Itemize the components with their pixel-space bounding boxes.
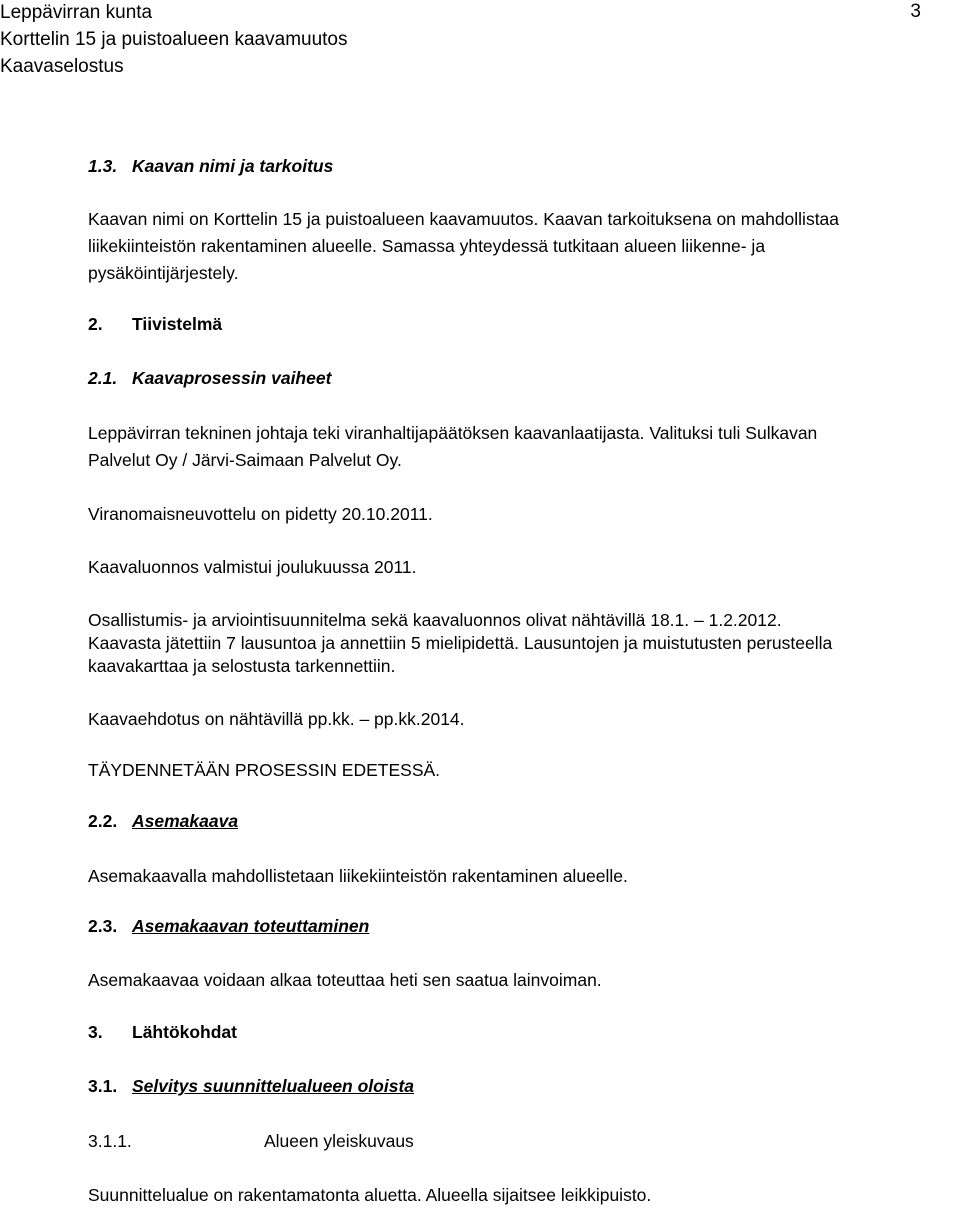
paragraph-line: Suunnittelualue on rakentamatonta aluetta. Alueella sijaitsee leikkipuisto. <box>88 1185 652 1205</box>
paragraph-line: Kaavasta jätettiin 7 lausuntoa ja annettiin 5 mielipidettä. Lausuntojen ja muistutusten perusteella <box>88 633 833 653</box>
page-number: 3 <box>910 1 921 22</box>
header-project: Korttelin 15 ja puistoalueen kaavamuutos <box>0 29 348 50</box>
paragraph-line: Kaavaluonnos valmistui joulukuussa 2011. <box>88 557 417 577</box>
section-number: 2. <box>88 314 103 334</box>
section-title: Selvitys suunnittelualueen oloista <box>132 1076 415 1096</box>
section-title: Alueen yleiskuvaus <box>264 1131 414 1151</box>
paragraph-line: pysäköintijärjestely. <box>88 263 239 283</box>
section-2-2-heading <box>88 810 238 832</box>
section-number: 3. <box>88 1022 103 1042</box>
paragraph-line: Leppävirran tekninen johtaja teki viranhaltijapäätöksen kaavanlaatijasta. Valituksi tuli Sulkavan <box>88 423 818 443</box>
header-doc-type: Kaavaselostus <box>0 56 124 77</box>
section-number: 2.1. <box>88 368 118 388</box>
section-number: 3.1.1. <box>88 1131 132 1151</box>
section-3-1-1-heading <box>88 1130 414 1152</box>
section-2-heading <box>88 313 222 335</box>
section-3-heading <box>88 1021 237 1043</box>
paragraph-line: Osallistumis- ja arviointisuunnitelma sekä kaavaluonnos olivat nähtävillä 18.1. – 1.2.2012. <box>88 610 782 630</box>
paragraph-line: TÄYDENNETÄÄN PROSESSIN EDETESSÄ. <box>88 760 441 780</box>
paragraph-line: Viranomaisneuvottelu on pidetty 20.10.2011. <box>88 504 433 524</box>
paragraph-line: kaavakarttaa ja selostusta tarkennettiin. <box>88 656 396 676</box>
section-title: Asemakaava <box>132 811 239 831</box>
section-number: 3.1. <box>88 1076 118 1096</box>
header-municipality: Leppävirran kunta <box>0 2 153 23</box>
section-title: Lähtökohdat <box>132 1022 237 1042</box>
section-2-3-heading <box>88 915 369 937</box>
section-number: 2.3. <box>88 916 118 936</box>
section-3-1-heading <box>88 1075 414 1097</box>
section-title: Kaavaprosessin vaiheet <box>132 368 332 388</box>
section-title: Asemakaavan toteuttaminen <box>132 916 370 936</box>
section-number: 2.2. <box>88 811 118 831</box>
section-title: Tiivistelmä <box>132 314 223 334</box>
paragraph-line: Asemakaavaa voidaan alkaa toteuttaa heti sen saatua lainvoiman. <box>88 970 602 990</box>
section-number: 1.3. <box>88 156 118 176</box>
paragraph-line: liikekiinteistön rakentaminen alueelle. Samassa yhteydessä tutkitaan alueen liikenne- ja <box>88 236 766 256</box>
paragraph-line: Kaavan nimi on Korttelin 15 ja puistoalueen kaavamuutos. Kaavan tarkoituksena on mahdollistaa <box>88 209 840 229</box>
paragraph-line: Kaavaehdotus on nähtävillä pp.kk. – pp.kk.2014. <box>88 709 465 729</box>
section-title: Kaavan nimi ja tarkoitus <box>132 156 334 176</box>
section-1-3-heading <box>88 155 333 177</box>
paragraph-line: Palvelut Oy / Järvi-Saimaan Palvelut Oy. <box>88 450 402 470</box>
paragraph-line: Asemakaavalla mahdollistetaan liikekiinteistön rakentaminen alueelle. <box>88 866 628 886</box>
section-2-1-heading <box>88 367 331 389</box>
